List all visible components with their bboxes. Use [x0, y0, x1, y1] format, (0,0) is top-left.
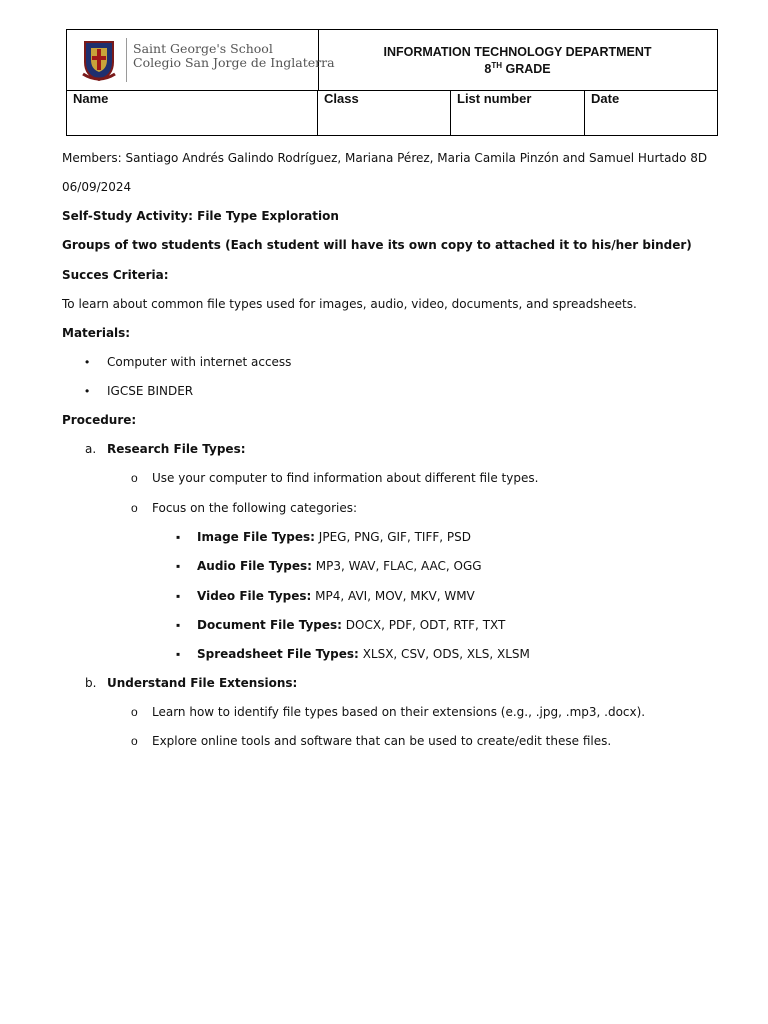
square-bullet-icon: ▪ [176, 618, 181, 632]
activity-title: Self-Study Activity: File Type Exploration [62, 209, 339, 223]
name-field: Name [67, 90, 318, 136]
category-item [197, 589, 475, 603]
square-bullet-icon: ▪ [176, 589, 181, 603]
document-date: 06/09/2024 [62, 180, 132, 194]
grade-number: 8 [484, 62, 492, 76]
step-marker: a. [85, 442, 97, 456]
category-item [197, 559, 482, 573]
school-logo-cell [67, 30, 335, 90]
grade-word: GRADE [505, 62, 551, 76]
category-label: Image File Types: [197, 530, 315, 544]
school-name-line1: Saint George's School [133, 41, 273, 56]
step-item: Learn how to identify file types based on their extensions (e.g., .jpg, .mp3, .docx). [152, 705, 646, 719]
grade-title [318, 61, 717, 76]
category-item [197, 530, 471, 544]
header-table [66, 29, 718, 136]
category-label: Video File Types: [197, 589, 312, 603]
category-value: DOCX, PDF, ODT, RTF, TXT [345, 618, 506, 632]
category-item [197, 647, 530, 661]
step-item: Focus on the following categories: [152, 501, 358, 515]
category-value: JPEG, PNG, GIF, TIFF, PSD [318, 530, 471, 544]
category-value: XLSX, CSV, ODS, XLS, XLSM [362, 647, 530, 661]
square-bullet-icon: ▪ [176, 647, 181, 661]
category-value: MP4, AVI, MOV, MKV, WMV [315, 589, 475, 603]
step-title: Understand File Extensions: [107, 676, 298, 690]
procedure-heading: Procedure: [62, 413, 137, 427]
department-cell [318, 30, 717, 90]
class-field: Class [318, 90, 451, 136]
step-item: Explore online tools and software that can be used to create/edit these files. [152, 734, 612, 748]
material-item: IGCSE BINDER [107, 384, 194, 398]
criteria-heading: Succes Criteria: [62, 268, 169, 282]
bullet-icon: • [85, 384, 90, 398]
header-top-row [67, 30, 717, 91]
school-name-line2: Colegio San Jorge de Inglaterra [133, 55, 335, 70]
step-title: Research File Types: [107, 442, 246, 456]
category-label: Audio File Types: [197, 559, 312, 573]
criteria-text: To learn about common file types used for images, audio, video, documents, and spreadsheets. [62, 297, 637, 311]
department-title: INFORMATION TECHNOLOGY DEPARTMENT [383, 45, 652, 59]
step-item: Use your computer to find information about different file types. [152, 471, 539, 485]
list-number-field: List number [451, 90, 585, 136]
logo-divider [126, 38, 127, 82]
school-crest-icon [81, 38, 117, 82]
square-bullet-icon: ▪ [176, 559, 181, 573]
circle-bullet-icon: o [131, 705, 138, 719]
grade-suffix: TH [491, 61, 502, 70]
circle-bullet-icon: o [131, 471, 138, 485]
bullet-icon: • [85, 355, 90, 369]
category-label: Document File Types: [197, 618, 342, 632]
material-item: Computer with internet access [107, 355, 292, 369]
school-name [133, 42, 335, 70]
category-value: MP3, WAV, FLAC, AAC, OGG [315, 559, 482, 573]
step-marker: b. [85, 676, 97, 690]
circle-bullet-icon: o [131, 734, 138, 748]
category-item [197, 618, 505, 632]
category-label: Spreadsheet File Types: [197, 647, 359, 661]
groups-line: Groups of two students (Each student will have its own copy to attached it to his/her binder) [62, 238, 692, 252]
materials-heading: Materials: [62, 326, 131, 340]
header-fields-row [67, 90, 717, 136]
date-field: Date [591, 91, 620, 106]
square-bullet-icon: ▪ [176, 530, 181, 544]
members-line: Members: Santiago Andrés Galindo Rodríguez, Mariana Pérez, Maria Camila Pinzón and Samuel Hurtado 8D [62, 151, 708, 165]
circle-bullet-icon: o [131, 501, 138, 515]
